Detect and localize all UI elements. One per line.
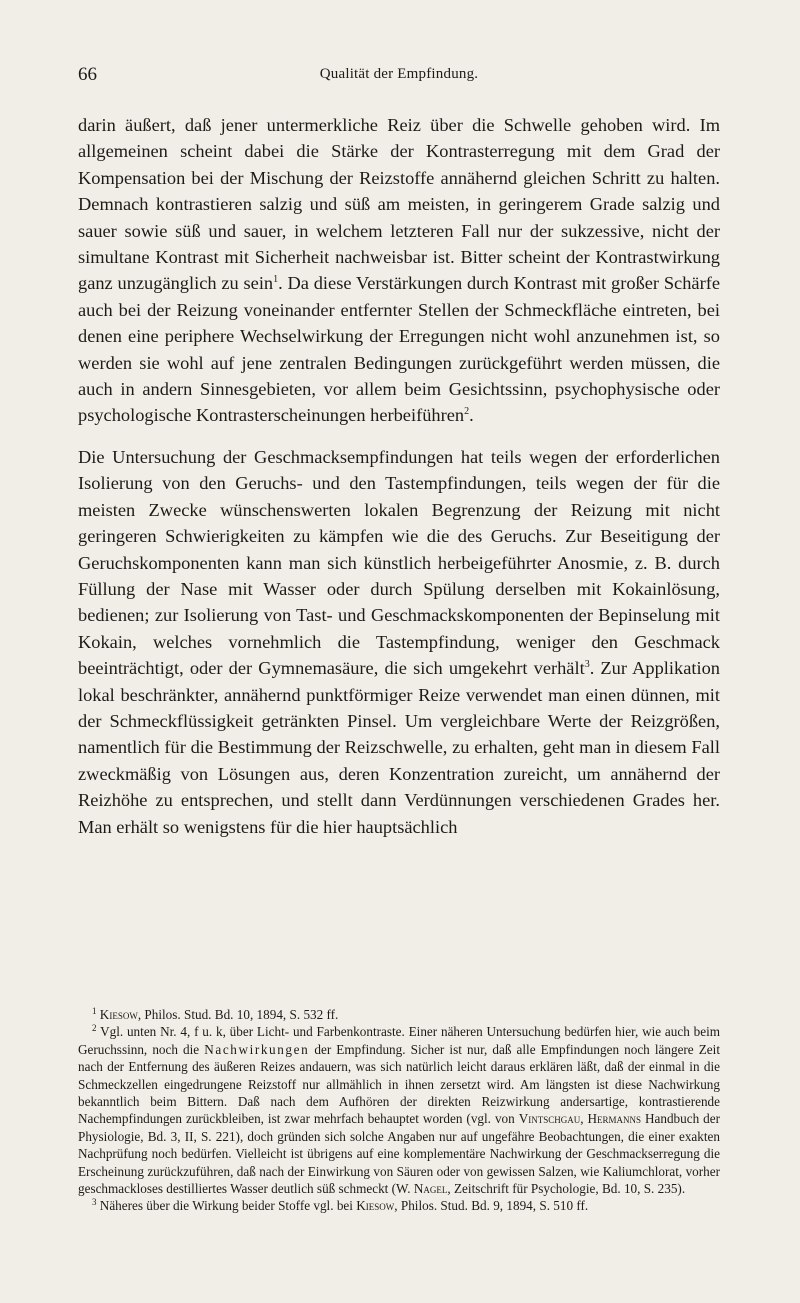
footnote-2-author-1: Vintschgau	[518, 1111, 581, 1127]
footnote-2-author-2: Hermanns	[587, 1111, 642, 1127]
footnote-2-mark: 2	[92, 1023, 97, 1034]
footnote-2-author-3: Nagel	[413, 1181, 448, 1197]
footnote-3-author: Kiesow	[356, 1198, 395, 1214]
footnote-1	[78, 1006, 720, 1023]
paragraph-1	[78, 112, 720, 429]
footnote-3-text-b: , Philos. Stud. Bd. 9, 1894, S. 510 ff.	[394, 1198, 589, 1214]
footnote-3-text-a: Näheres über die Wirkung beider Stoffe vgl. bei	[99, 1198, 357, 1214]
footnote-2-spaced-term: Nachwirkungen	[204, 1041, 310, 1057]
footnote-1-author: Kiesow	[99, 1007, 138, 1022]
footnote-1-text: , Philos. Stud. Bd. 10, 1894, S. 532 ff.	[137, 1007, 339, 1022]
footnote-2-text-a: Vgl. unten Nr. 4, f u. k, über Licht- und Farbenkontraste. Einer näheren Untersuchung bedürfen hier, wie auch beim Geruchssinn, noch die	[78, 1024, 720, 1057]
footnote-2-text-d: Handbuch der Physiologie, Bd. 3, II, S. 221), doch gründen sich solche Angaben nur auf ungefähre Beobachtungen, die einer exakten Nachprüfung noch bedürfen. Vielleicht ist übrigens auf eine komplementäre Nachwirkung der Geschmackserregung die Erscheinung zurückzuführen, daß nach der Einwirkung von Säuren oder von gewissen Salzen, wie Kaliumchlorat, vorher geschmackloses destilliertes Wasser deutlich süß schmeckt (W.	[78, 1111, 721, 1197]
page-header	[78, 64, 720, 88]
paragraph-2-text: Die Untersuchung der Geschmacksempfindungen hat teils wegen der erforderlichen Isolierung von den Geruchs- und den Tastempfindungen, teils wegen der für die meisten Zwecke wünschenswerten lokalen Begrenzung der Reizung mit nicht geringeren Schwierigkeiten zu kämpfen wie die des Geruchs. Zur Beseitigung der Geruchskomponenten kann man sich künstlich herbeigeführter Anosmie, z. B. durch Füllung der Nase mit Wasser oder durch Spülung derselben mit Kokainlösung, bedienen; zur Isolierung von Tast- und Geschmackskomponenten der Bepinselung mit Kokain, welches vornehmlich die Tastempfindung, weniger den Geschmack beeinträchtigt, oder der Gymnemasäure, die sich umgekehrt verhält	[78, 446, 720, 679]
footnotes	[78, 1006, 720, 1215]
footnote-2-text-e: , Zeitschrift für Psychologie, Bd. 10, S. 235).	[447, 1181, 686, 1197]
footnote-ref-1[interactable]: 1	[273, 274, 279, 286]
footnote-3	[78, 1197, 720, 1214]
footnote-ref-3[interactable]: 3	[584, 659, 590, 671]
footnote-ref-2[interactable]: 2	[464, 406, 470, 418]
main-text	[78, 112, 720, 840]
footnote-2-text-b: der Empfindung. Sicher ist nur, daß alle Empfindungen noch längere Zeit nach der Entfernung des äußeren Reizes andauern, was sich natürlich leicht daraus erklären läßt, daß der einmal in die Schmeckzellen eingedrungene Reizstoff nur allmählich in ihnen zersetzt wird. Am längsten ist diese Nachwirkung bekanntlich beim Bittern. Daß nach dem Aufhören der direkten Reizwirkung andersartige, kontrastierende Nachempfindungen zurückbleiben, ist zwar mehrfach behauptet worden (vgl. von	[78, 1041, 720, 1127]
paragraph-1-text: darin äußert, daß jener untermerkliche Reiz über die Schwelle gehoben wird. Im allgemeinen scheint dabei die Stärke der Kontrasterregung mit dem Grad der Kompensation bei der Mischung der Reizstoffe annähernd gleichen Schritt zu halten. Demnach kontrastieren salzig und süß am meisten, in geringerem Grade salzig und sauer sowie süß und sauer, in welchem letzteren Fall nur der sukzessive, nicht der simultane Kontrast mit Sicherheit nachweisbar ist. Bitter scheint der Kontrastwirkung ganz unzugänglich zu sein	[78, 115, 720, 294]
footnote-2	[78, 1023, 720, 1197]
page-number: 66	[78, 64, 97, 85]
paragraph-1-end: .	[469, 405, 474, 426]
footnote-1-mark: 1	[92, 1006, 97, 1016]
footnote-2-text-c: ,	[580, 1111, 588, 1127]
paragraph-1-text-continued: . Da diese Verstärkungen durch Kontrast mit großer Schärfe auch bei der Reizung voneinander entfernter Stellen der Schmeckfläche eintreten, bei denen eine periphere Wechselwirkung der Erregungen nicht wohl anzunehmen ist, so werden sie wohl auf jene zentralen Bedingungen zurückgeführt werden müssen, die auch in andern Sinnesgebieten, vor allem beim Gesichtssinn, psychophysische oder psychologische Kontrasterscheinungen herbeiführen	[78, 273, 720, 426]
paragraph-2	[78, 444, 720, 840]
running-title: Qualität der Empfindung.	[319, 66, 479, 82]
footnote-3-mark: 3	[92, 1197, 97, 1208]
paragraph-2-text-continued: . Zur Applikation lokal beschränkter, annähernd punktförmiger Reize verwendet man einen dünnen, mit der Schmeckflüssigkeit getränkten Pinsel. Um vergleichbare Werte der Reizgrößen, namentlich für die Bestimmung der Reizschwelle, zu erhalten, geht man in diesem Fall zweckmäßig von Lösungen aus, deren Konzentration zureicht, um annähernd der Reizhöhe zu entsprechen, und stellt dann Verdünnungen verschiedenen Grades her. Man erhält so wenigstens für die hier hauptsächlich	[78, 658, 720, 837]
